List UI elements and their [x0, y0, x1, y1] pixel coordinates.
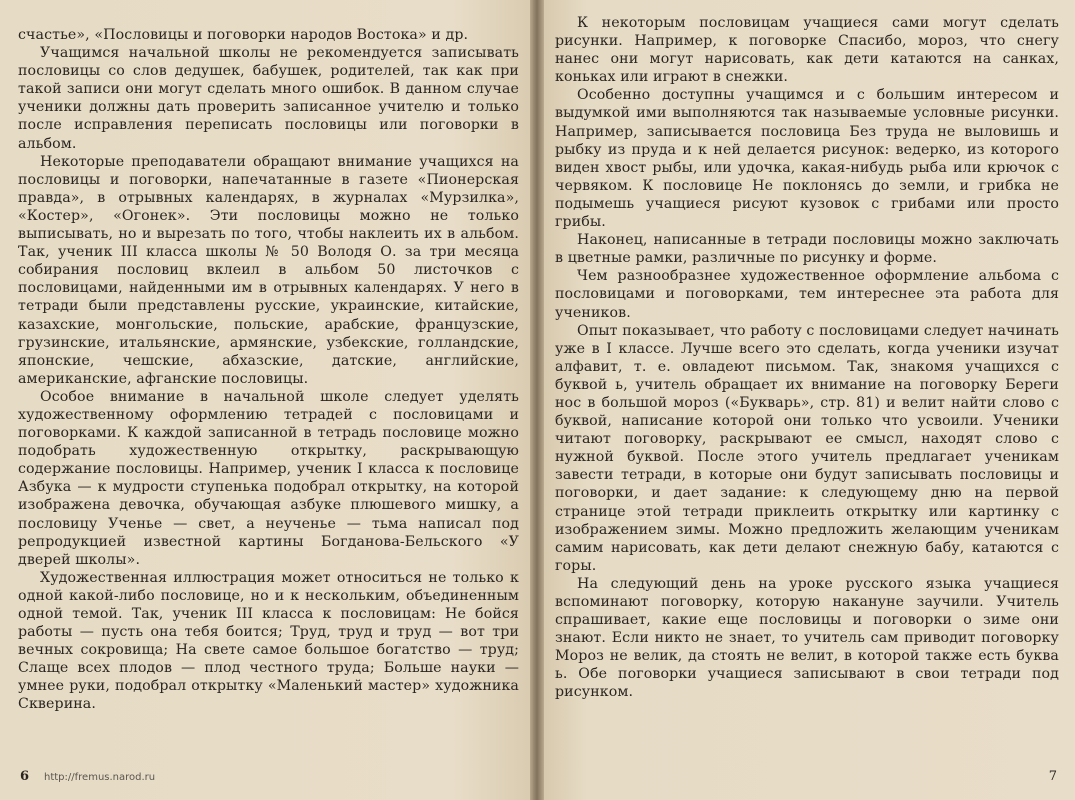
left-paragraph-5: Художественная иллюстрация может относиться не только к одной какой-либо пословице, но и к нескольким, объединенным одной темой. Так, ученик III класса к пословицам: Не бойся работы — пусть она тебя боится; Труд, труд и труд — вот три вечных сокровища; На свете самое большое богатство — труд; Слаще всех плодов — плод честного труда; Больше науки — умнее руки, подобрал открытку «Маленький мастер» художника Скверина.	[18, 569, 519, 713]
site-url-watermark: http://fremus.narod.ru	[44, 772, 156, 783]
right-paragraph-4: Чем разнообразнее художественное оформление альбома с пословицами и поговорками, тем интереснее эта работа для учеников.	[555, 268, 1059, 321]
left-paragraph-4: Особое внимание в начальной школе следует уделять художественному оформлению тетрадей с пословицами и поговорками. К каждой записанной в тетрадь пословице можно подобрать художественную открытку, раскрывающую содержание пословицы. Например, ученик I класса к пословице Азбука — к мудрости ступенька подобрал открытку, на которой изображена девочка, обучающая азбуке плюшевого мишку, а пословицу Ученье — свет, а неученье — тьма написал под репродукцией известной картины Богданова-Бельского «У дверей школы».	[18, 388, 519, 568]
right-page	[533, 0, 1075, 800]
left-page	[0, 0, 533, 800]
right-paragraph-6: На следующий день на уроке русского языка учащиеся вспоминают поговорку, которую накануне заучили. Учитель спрашивает, какие еще пословицы и поговорки о зиме они знают. Если никто не знает, то учитель сам приводит поговорку Мороз не велик, да стоять не велит, в которой также есть буква ь. Обе поговорки учащиеся записывают в свои тетради под рисунком.	[555, 575, 1059, 701]
right-paragraph-5: Опыт показывает, что работу с пословицами следует начинать уже в I классе. Лучше всего это сделать, когда ученики изучат алфавит, т. е. овладеют письмом. Так, знакомя учащихся с буквой ь, учитель обращает их внимание на поговорку Береги нос в большой мороз («Букварь», стр. 81) и велит найти слово с буквой, написание которой они только что усвоили. Ученики читают поговорку, раскрывают ее смысл, находят слово с нужной буквой. После этого учитель предлагает ученикам завести тетради, в которые они будут записывать пословицы и поговорки, и дает задание: к следующему дню на первой странице этой тетради приклеить открытку или картинку с изображением зимы. Можно предложить желающим ученикам самим нарисовать, как дети делают снежную бабу, катаются с горы.	[555, 322, 1059, 574]
left-paragraph-3: Некоторые преподаватели обращают внимание учащихся на пословицы и поговорки, напечатанные в газете «Пионерская правда», в отрывных календарях, в журналах «Мурзилка», «Костер», «Огонек». Эти пословицы можно не только выписывать, но и вырезать по того, чтобы наклеить их в альбом. Так, ученик III класса школы № 50 Володя О. за три месяца собирания пословиц вклеил в альбом 50 листочков с пословицами, найденными им в отрывных календарях. У него в тетради были представлены русские, украинские, китайские, казахские, монгольские, польские, арабские, французские, грузинские, итальянские, армянские, узбекские, голландские, японские, чешские, абхазские, датские, английские, американские, афганские пословицы.	[18, 153, 519, 387]
left-paragraph-2: Учащимся начальной школы не рекомендуется записывать пословицы со слов дедушек, бабушек, родителей, так как при такой записи они могут сделать много ошибок. В данном случае ученики должны дать проверить записанное учителю и только после исправления переписать пословицы или поговорки в альбом.	[18, 45, 519, 152]
page-number-left: 6	[20, 769, 30, 784]
page-number-right: 7	[1048, 769, 1057, 784]
book-gutter	[530, 0, 544, 800]
right-paragraph-1: К некоторым пословицам учащиеся сами могут сделать рисунки. Например, к поговорке Спасибо, мороз, что снегу нанес они могут нарисовать, как дети катаются на санках, коньках или играют в снежки.	[555, 15, 1059, 86]
left-paragraph-1: счастье», «Пословицы и поговорки народов Востока» и др.	[18, 27, 469, 43]
right-paragraph-2: Особенно доступны учащимся и с большим интересом и выдумкой ими выполняются так называемые условные рисунки. Например, записывается пословица Без труда не выловишь и рыбку из пруда и к ней делается рисунок: ведерко, из которого виден хвост рыбы, или удочка, какая-нибудь рыба или крючок с червяком. К пословице Не поклонясь до земли, и грибка не подымешь учащиеся рисуют кузовок с грибами или просто грибы.	[555, 87, 1059, 231]
right-paragraph-3: Наконец, написанные в тетради пословицы можно заключать в цветные рамки, различные по рисунку и форме.	[555, 232, 1059, 267]
